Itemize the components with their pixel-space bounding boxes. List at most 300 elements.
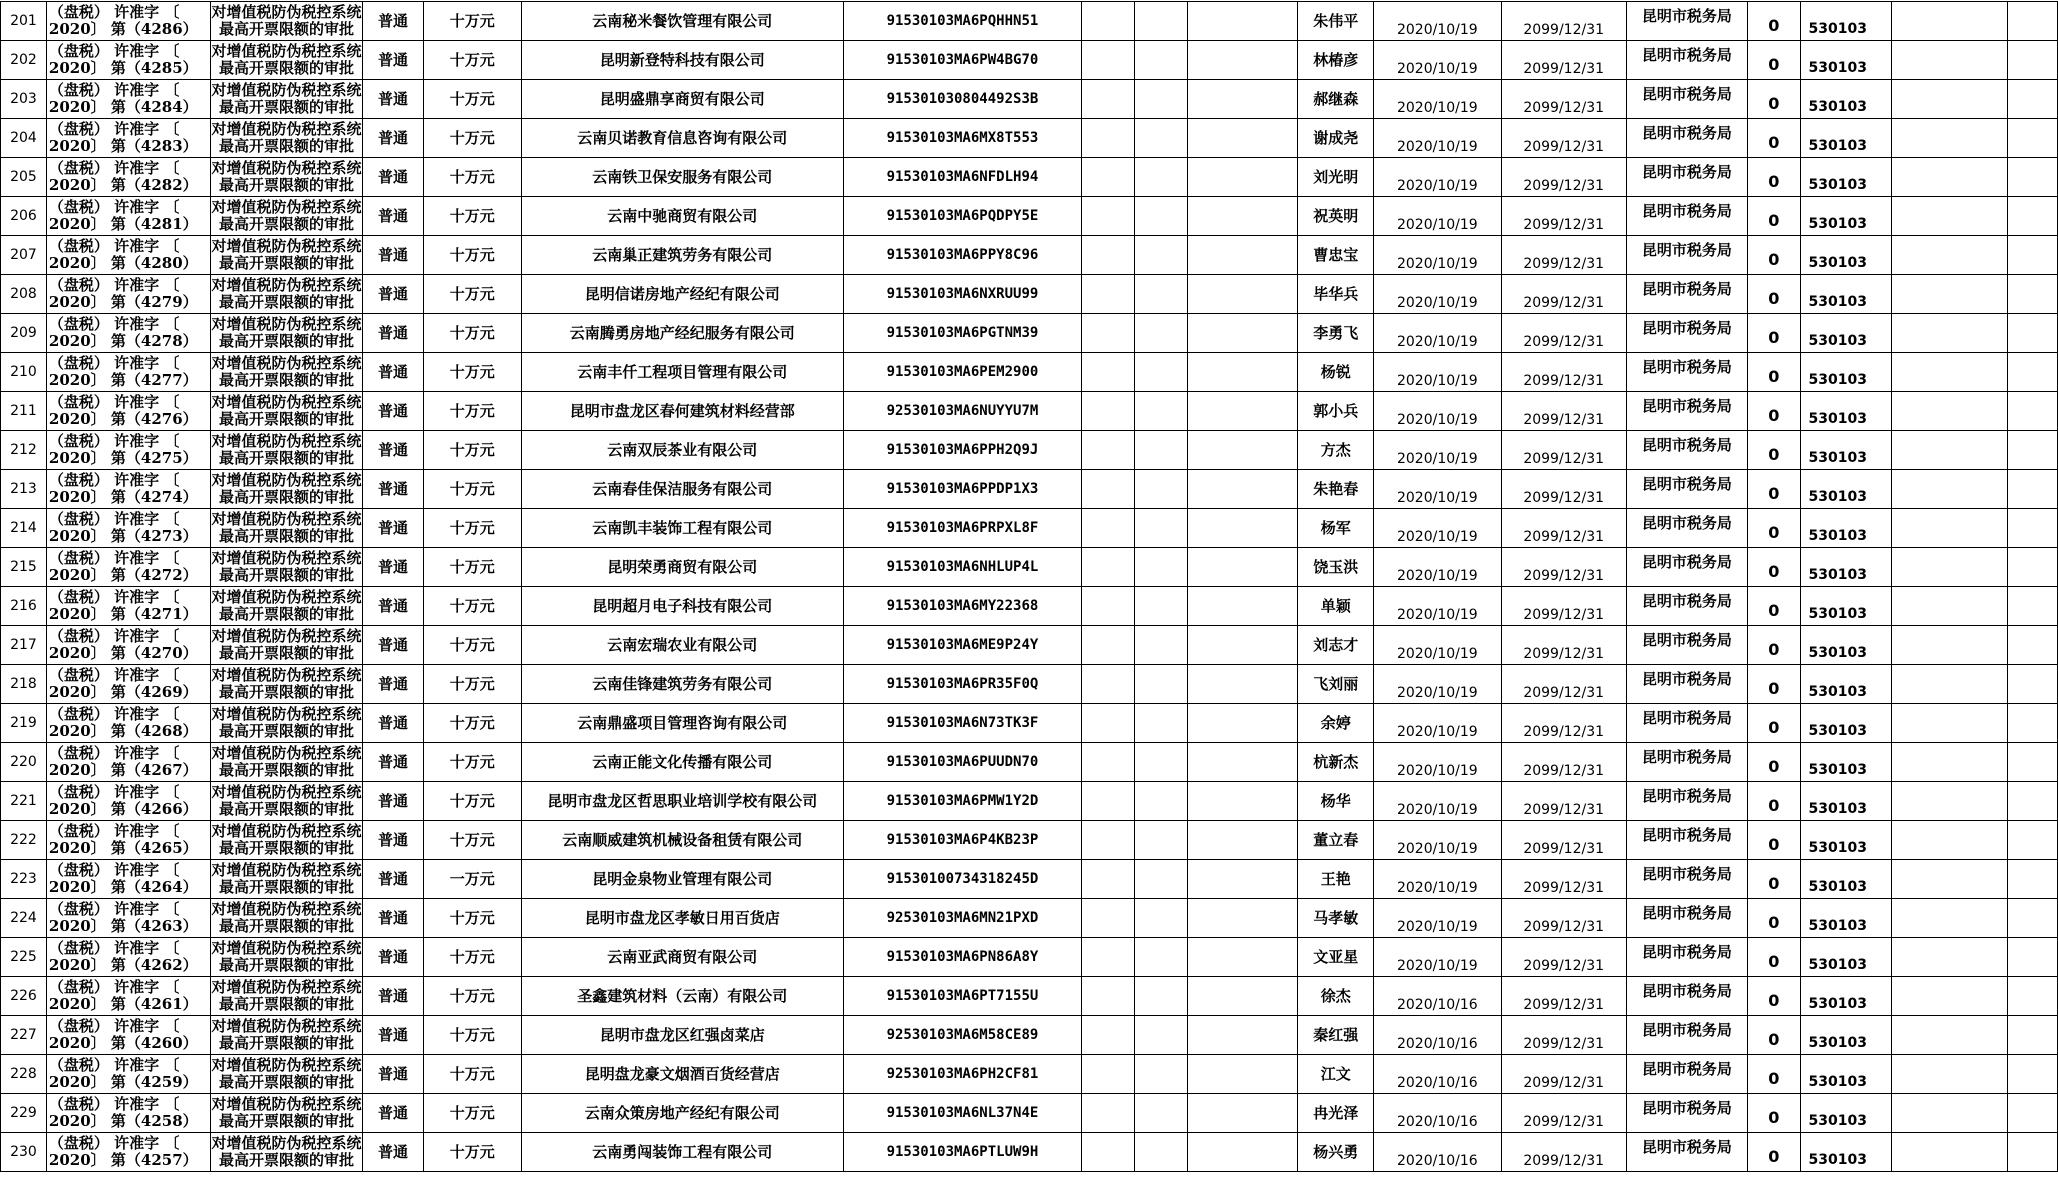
row-area-code: 530103 bbox=[1800, 665, 1891, 704]
row-invoice-limit: 十万元 bbox=[423, 587, 521, 626]
table-row bbox=[1, 1094, 2058, 1133]
row-company-name: 云南勇闯装饰工程有限公司 bbox=[521, 1133, 843, 1172]
row-empty-cell bbox=[1891, 665, 2008, 704]
row-empty-cell bbox=[2008, 509, 2058, 548]
row-invoice-limit: 十万元 bbox=[423, 314, 521, 353]
row-seq: 227 bbox=[1, 1016, 47, 1055]
row-empty-cell bbox=[1891, 119, 2008, 158]
row-end-date: 2099/12/31 bbox=[1501, 1094, 1626, 1133]
row-company-name: 云南巢正建筑劳务有限公司 bbox=[521, 236, 843, 275]
row-doc-number: （盘税） 许准字 〔 2020〕 第（4265） bbox=[46, 821, 210, 860]
row-empty-cell bbox=[1082, 353, 1135, 392]
row-status-flag: 0 bbox=[1748, 704, 1800, 743]
row-empty-cell bbox=[1891, 197, 2008, 236]
permit-table bbox=[0, 1, 2058, 1172]
row-approval-type: 普通 bbox=[363, 392, 424, 431]
row-doc-number: （盘税） 许准字 〔 2020〕 第（4286） bbox=[46, 2, 210, 41]
row-invoice-limit: 十万元 bbox=[423, 236, 521, 275]
row-empty-cell bbox=[1188, 1094, 1298, 1133]
row-empty-cell bbox=[1082, 314, 1135, 353]
row-authority: 昆明市税务局 bbox=[1626, 2, 1747, 41]
row-seq: 206 bbox=[1, 197, 47, 236]
row-empty-cell bbox=[1891, 977, 2008, 1016]
row-invoice-limit: 十万元 bbox=[423, 197, 521, 236]
row-approval-type: 普通 bbox=[363, 41, 424, 80]
row-approval-item: 对增值税防伪税控系统 最高开票限额的审批 bbox=[210, 587, 362, 626]
permit-table-body bbox=[1, 2, 2058, 1172]
row-empty-cell bbox=[1188, 977, 1298, 1016]
row-seq: 211 bbox=[1, 392, 47, 431]
row-status-flag: 0 bbox=[1748, 392, 1800, 431]
row-start-date: 2020/10/19 bbox=[1374, 548, 1502, 587]
row-invoice-limit: 十万元 bbox=[423, 1094, 521, 1133]
row-area-code: 530103 bbox=[1800, 977, 1891, 1016]
row-authority: 昆明市税务局 bbox=[1626, 431, 1747, 470]
row-empty-cell bbox=[1188, 899, 1298, 938]
row-company-name: 云南腾勇房地产经纪服务有限公司 bbox=[521, 314, 843, 353]
row-authority: 昆明市税务局 bbox=[1626, 236, 1747, 275]
row-empty-cell bbox=[1082, 821, 1135, 860]
row-authority: 昆明市税务局 bbox=[1626, 80, 1747, 119]
row-seq: 218 bbox=[1, 665, 47, 704]
row-empty-cell bbox=[1135, 626, 1188, 665]
row-empty-cell bbox=[2008, 275, 2058, 314]
row-status-flag: 0 bbox=[1748, 470, 1800, 509]
row-seq: 221 bbox=[1, 782, 47, 821]
row-status-flag: 0 bbox=[1748, 665, 1800, 704]
row-empty-cell bbox=[1188, 392, 1298, 431]
table-row bbox=[1, 704, 2058, 743]
row-empty-cell bbox=[1082, 977, 1135, 1016]
row-approval-type: 普通 bbox=[363, 80, 424, 119]
row-empty-cell bbox=[1135, 470, 1188, 509]
row-start-date: 2020/10/19 bbox=[1374, 41, 1502, 80]
row-authority: 昆明市税务局 bbox=[1626, 314, 1747, 353]
row-start-date: 2020/10/16 bbox=[1374, 977, 1502, 1016]
row-empty-cell bbox=[1891, 782, 2008, 821]
row-area-code: 530103 bbox=[1800, 1016, 1891, 1055]
row-empty-cell bbox=[2008, 665, 2058, 704]
row-approval-item: 对增值税防伪税控系统 最高开票限额的审批 bbox=[210, 1055, 362, 1094]
table-row bbox=[1, 353, 2058, 392]
row-empty-cell bbox=[1135, 158, 1188, 197]
row-credit-code: 91530103MA6PW4BG70 bbox=[843, 41, 1081, 80]
row-approval-type: 普通 bbox=[363, 1133, 424, 1172]
row-invoice-limit: 十万元 bbox=[423, 1016, 521, 1055]
row-start-date: 2020/10/19 bbox=[1374, 119, 1502, 158]
row-empty-cell bbox=[1082, 1055, 1135, 1094]
row-authority: 昆明市税务局 bbox=[1626, 821, 1747, 860]
row-credit-code: 91530103MA6PTLUW9H bbox=[843, 1133, 1081, 1172]
row-empty-cell bbox=[2008, 977, 2058, 1016]
row-invoice-limit: 十万元 bbox=[423, 938, 521, 977]
row-end-date: 2099/12/31 bbox=[1501, 587, 1626, 626]
row-empty-cell bbox=[1135, 392, 1188, 431]
row-empty-cell bbox=[1188, 743, 1298, 782]
row-credit-code: 92530103MA6PH2CF81 bbox=[843, 1055, 1081, 1094]
row-empty-cell bbox=[1135, 548, 1188, 587]
row-seq: 217 bbox=[1, 626, 47, 665]
row-company-name: 云南凯丰装饰工程有限公司 bbox=[521, 509, 843, 548]
row-area-code: 530103 bbox=[1800, 1094, 1891, 1133]
row-seq: 215 bbox=[1, 548, 47, 587]
row-doc-number: （盘税） 许准字 〔 2020〕 第（4264） bbox=[46, 860, 210, 899]
row-approval-type: 普通 bbox=[363, 782, 424, 821]
row-doc-number: （盘税） 许准字 〔 2020〕 第（4272） bbox=[46, 548, 210, 587]
row-authority: 昆明市税务局 bbox=[1626, 197, 1747, 236]
row-area-code: 530103 bbox=[1800, 431, 1891, 470]
row-approval-type: 普通 bbox=[363, 977, 424, 1016]
row-invoice-limit: 十万元 bbox=[423, 41, 521, 80]
row-empty-cell bbox=[1082, 236, 1135, 275]
row-area-code: 530103 bbox=[1800, 509, 1891, 548]
row-invoice-limit: 十万元 bbox=[423, 353, 521, 392]
row-end-date: 2099/12/31 bbox=[1501, 41, 1626, 80]
row-empty-cell bbox=[1082, 470, 1135, 509]
row-empty-cell bbox=[1891, 704, 2008, 743]
row-empty-cell bbox=[2008, 626, 2058, 665]
table-row bbox=[1, 509, 2058, 548]
row-approval-item: 对增值税防伪税控系统 最高开票限额的审批 bbox=[210, 509, 362, 548]
table-row bbox=[1, 899, 2058, 938]
row-empty-cell bbox=[1135, 665, 1188, 704]
row-invoice-limit: 十万元 bbox=[423, 977, 521, 1016]
row-empty-cell bbox=[2008, 899, 2058, 938]
row-empty-cell bbox=[1188, 197, 1298, 236]
row-status-flag: 0 bbox=[1748, 2, 1800, 41]
row-start-date: 2020/10/19 bbox=[1374, 236, 1502, 275]
row-end-date: 2099/12/31 bbox=[1501, 665, 1626, 704]
row-authority: 昆明市税务局 bbox=[1626, 704, 1747, 743]
row-approval-type: 普通 bbox=[363, 626, 424, 665]
row-company-name: 昆明超月电子科技有限公司 bbox=[521, 587, 843, 626]
row-legal-person: 董立春 bbox=[1298, 821, 1374, 860]
row-area-code: 530103 bbox=[1800, 80, 1891, 119]
row-company-name: 昆明金泉物业管理有限公司 bbox=[521, 860, 843, 899]
row-empty-cell bbox=[1082, 1094, 1135, 1133]
row-approval-type: 普通 bbox=[363, 743, 424, 782]
row-empty-cell bbox=[1135, 743, 1188, 782]
row-start-date: 2020/10/19 bbox=[1374, 626, 1502, 665]
table-row bbox=[1, 2, 2058, 41]
row-legal-person: 郭小兵 bbox=[1298, 392, 1374, 431]
row-empty-cell bbox=[1188, 158, 1298, 197]
row-empty-cell bbox=[1082, 548, 1135, 587]
row-doc-number: （盘税） 许准字 〔 2020〕 第（4280） bbox=[46, 236, 210, 275]
row-empty-cell bbox=[2008, 821, 2058, 860]
row-legal-person: 江文 bbox=[1298, 1055, 1374, 1094]
row-empty-cell bbox=[1135, 821, 1188, 860]
row-empty-cell bbox=[1188, 470, 1298, 509]
table-row bbox=[1, 158, 2058, 197]
row-invoice-limit: 十万元 bbox=[423, 470, 521, 509]
row-empty-cell bbox=[2008, 392, 2058, 431]
row-empty-cell bbox=[1891, 509, 2008, 548]
row-empty-cell bbox=[1135, 1016, 1188, 1055]
row-area-code: 530103 bbox=[1800, 782, 1891, 821]
row-approval-item: 对增值税防伪税控系统 最高开票限额的审批 bbox=[210, 743, 362, 782]
row-legal-person: 毕华兵 bbox=[1298, 275, 1374, 314]
row-empty-cell bbox=[1082, 1133, 1135, 1172]
row-empty-cell bbox=[1891, 860, 2008, 899]
row-invoice-limit: 十万元 bbox=[423, 899, 521, 938]
table-row bbox=[1, 626, 2058, 665]
row-empty-cell bbox=[1891, 392, 2008, 431]
table-row bbox=[1, 938, 2058, 977]
row-empty-cell bbox=[1082, 392, 1135, 431]
row-empty-cell bbox=[1082, 899, 1135, 938]
row-seq: 208 bbox=[1, 275, 47, 314]
row-company-name: 云南宏瑞农业有限公司 bbox=[521, 626, 843, 665]
row-end-date: 2099/12/31 bbox=[1501, 821, 1626, 860]
row-legal-person: 曹忠宝 bbox=[1298, 236, 1374, 275]
row-empty-cell bbox=[1188, 314, 1298, 353]
row-status-flag: 0 bbox=[1748, 626, 1800, 665]
row-doc-number: （盘税） 许准字 〔 2020〕 第（4271） bbox=[46, 587, 210, 626]
row-empty-cell bbox=[2008, 743, 2058, 782]
row-empty-cell bbox=[2008, 41, 2058, 80]
row-seq: 222 bbox=[1, 821, 47, 860]
row-status-flag: 0 bbox=[1748, 353, 1800, 392]
row-company-name: 昆明荣勇商贸有限公司 bbox=[521, 548, 843, 587]
row-empty-cell bbox=[1082, 704, 1135, 743]
row-empty-cell bbox=[1082, 2, 1135, 41]
row-empty-cell bbox=[1135, 782, 1188, 821]
row-area-code: 530103 bbox=[1800, 743, 1891, 782]
row-authority: 昆明市税务局 bbox=[1626, 1133, 1747, 1172]
row-company-name: 云南佳锋建筑劳务有限公司 bbox=[521, 665, 843, 704]
row-credit-code: 91530103MA6PQDPY5E bbox=[843, 197, 1081, 236]
row-empty-cell bbox=[1135, 1133, 1188, 1172]
row-approval-item: 对增值税防伪税控系统 最高开票限额的审批 bbox=[210, 938, 362, 977]
row-invoice-limit: 十万元 bbox=[423, 158, 521, 197]
row-empty-cell bbox=[1188, 431, 1298, 470]
row-empty-cell bbox=[1135, 938, 1188, 977]
row-invoice-limit: 十万元 bbox=[423, 1055, 521, 1094]
row-seq: 225 bbox=[1, 938, 47, 977]
row-approval-item: 对增值税防伪税控系统 最高开票限额的审批 bbox=[210, 158, 362, 197]
row-area-code: 530103 bbox=[1800, 587, 1891, 626]
row-legal-person: 杨军 bbox=[1298, 509, 1374, 548]
row-seq: 209 bbox=[1, 314, 47, 353]
row-seq: 204 bbox=[1, 119, 47, 158]
row-start-date: 2020/10/19 bbox=[1374, 197, 1502, 236]
row-invoice-limit: 十万元 bbox=[423, 1133, 521, 1172]
row-start-date: 2020/10/19 bbox=[1374, 275, 1502, 314]
row-legal-person: 杨锐 bbox=[1298, 353, 1374, 392]
row-seq: 202 bbox=[1, 41, 47, 80]
row-approval-type: 普通 bbox=[363, 236, 424, 275]
row-approval-type: 普通 bbox=[363, 509, 424, 548]
row-empty-cell bbox=[2008, 158, 2058, 197]
row-empty-cell bbox=[1891, 1055, 2008, 1094]
row-invoice-limit: 十万元 bbox=[423, 431, 521, 470]
row-empty-cell bbox=[1188, 665, 1298, 704]
row-approval-type: 普通 bbox=[363, 197, 424, 236]
row-company-name: 云南贝诺教育信息咨询有限公司 bbox=[521, 119, 843, 158]
table-row bbox=[1, 197, 2058, 236]
row-empty-cell bbox=[1891, 1094, 2008, 1133]
row-end-date: 2099/12/31 bbox=[1501, 977, 1626, 1016]
row-authority: 昆明市税务局 bbox=[1626, 548, 1747, 587]
row-status-flag: 0 bbox=[1748, 509, 1800, 548]
row-approval-type: 普通 bbox=[363, 119, 424, 158]
row-empty-cell bbox=[1188, 938, 1298, 977]
row-empty-cell bbox=[1082, 860, 1135, 899]
row-doc-number: （盘税） 许准字 〔 2020〕 第（4257） bbox=[46, 1133, 210, 1172]
row-authority: 昆明市税务局 bbox=[1626, 470, 1747, 509]
row-start-date: 2020/10/19 bbox=[1374, 314, 1502, 353]
row-approval-type: 普通 bbox=[363, 2, 424, 41]
row-authority: 昆明市税务局 bbox=[1626, 509, 1747, 548]
row-status-flag: 0 bbox=[1748, 119, 1800, 158]
row-start-date: 2020/10/19 bbox=[1374, 704, 1502, 743]
row-empty-cell bbox=[2008, 1133, 2058, 1172]
row-empty-cell bbox=[1891, 158, 2008, 197]
row-authority: 昆明市税务局 bbox=[1626, 1055, 1747, 1094]
row-empty-cell bbox=[1891, 626, 2008, 665]
row-approval-item: 对增值税防伪税控系统 最高开票限额的审批 bbox=[210, 41, 362, 80]
row-approval-item: 对增值税防伪税控系统 最高开票限额的审批 bbox=[210, 470, 362, 509]
row-area-code: 530103 bbox=[1800, 860, 1891, 899]
row-doc-number: （盘税） 许准字 〔 2020〕 第（4258） bbox=[46, 1094, 210, 1133]
row-start-date: 2020/10/19 bbox=[1374, 860, 1502, 899]
row-company-name: 云南中驰商贸有限公司 bbox=[521, 197, 843, 236]
row-approval-type: 普通 bbox=[363, 314, 424, 353]
row-approval-type: 普通 bbox=[363, 665, 424, 704]
row-approval-item: 对增值税防伪税控系统 最高开票限额的审批 bbox=[210, 548, 362, 587]
row-status-flag: 0 bbox=[1748, 548, 1800, 587]
row-end-date: 2099/12/31 bbox=[1501, 119, 1626, 158]
row-legal-person: 郝继森 bbox=[1298, 80, 1374, 119]
row-company-name: 昆明信诺房地产经纪有限公司 bbox=[521, 275, 843, 314]
row-doc-number: （盘税） 许准字 〔 2020〕 第（4266） bbox=[46, 782, 210, 821]
row-approval-type: 普通 bbox=[363, 470, 424, 509]
row-empty-cell bbox=[1188, 1055, 1298, 1094]
row-empty-cell bbox=[1135, 80, 1188, 119]
row-empty-cell bbox=[1082, 80, 1135, 119]
row-credit-code: 91530103MA6PT7155U bbox=[843, 977, 1081, 1016]
row-credit-code: 91530103MA6PN86A8Y bbox=[843, 938, 1081, 977]
row-empty-cell bbox=[1891, 353, 2008, 392]
row-company-name: 云南双辰茶业有限公司 bbox=[521, 431, 843, 470]
row-credit-code: 91530103MA6MX8T553 bbox=[843, 119, 1081, 158]
row-start-date: 2020/10/19 bbox=[1374, 743, 1502, 782]
row-status-flag: 0 bbox=[1748, 938, 1800, 977]
row-start-date: 2020/10/19 bbox=[1374, 665, 1502, 704]
row-company-name: 云南亚武商贸有限公司 bbox=[521, 938, 843, 977]
row-credit-code: 91530103MA6NHLUP4L bbox=[843, 548, 1081, 587]
table-row bbox=[1, 275, 2058, 314]
row-approval-item: 对增值税防伪税控系统 最高开票限额的审批 bbox=[210, 899, 362, 938]
row-status-flag: 0 bbox=[1748, 275, 1800, 314]
row-authority: 昆明市税务局 bbox=[1626, 1094, 1747, 1133]
row-end-date: 2099/12/31 bbox=[1501, 431, 1626, 470]
row-end-date: 2099/12/31 bbox=[1501, 860, 1626, 899]
row-approval-type: 普通 bbox=[363, 158, 424, 197]
row-status-flag: 0 bbox=[1748, 314, 1800, 353]
row-approval-item: 对增值税防伪税控系统 最高开票限额的审批 bbox=[210, 197, 362, 236]
row-status-flag: 0 bbox=[1748, 1055, 1800, 1094]
row-credit-code: 915301030804492S3B bbox=[843, 80, 1081, 119]
row-doc-number: （盘税） 许准字 〔 2020〕 第（4270） bbox=[46, 626, 210, 665]
row-area-code: 530103 bbox=[1800, 41, 1891, 80]
row-end-date: 2099/12/31 bbox=[1501, 1016, 1626, 1055]
row-end-date: 2099/12/31 bbox=[1501, 197, 1626, 236]
row-invoice-limit: 十万元 bbox=[423, 743, 521, 782]
table-row bbox=[1, 977, 2058, 1016]
row-empty-cell bbox=[2008, 470, 2058, 509]
row-empty-cell bbox=[2008, 314, 2058, 353]
table-row bbox=[1, 1055, 2058, 1094]
row-empty-cell bbox=[2008, 587, 2058, 626]
row-credit-code: 91530103MA6PEM2900 bbox=[843, 353, 1081, 392]
row-authority: 昆明市税务局 bbox=[1626, 392, 1747, 431]
row-empty-cell bbox=[1891, 314, 2008, 353]
row-empty-cell bbox=[1188, 626, 1298, 665]
row-credit-code: 91530103MA6P4KB23P bbox=[843, 821, 1081, 860]
row-authority: 昆明市税务局 bbox=[1626, 1016, 1747, 1055]
row-start-date: 2020/10/19 bbox=[1374, 470, 1502, 509]
row-end-date: 2099/12/31 bbox=[1501, 314, 1626, 353]
row-legal-person: 文亚星 bbox=[1298, 938, 1374, 977]
row-empty-cell bbox=[1135, 41, 1188, 80]
row-empty-cell bbox=[1188, 2, 1298, 41]
row-authority: 昆明市税务局 bbox=[1626, 899, 1747, 938]
row-end-date: 2099/12/31 bbox=[1501, 158, 1626, 197]
row-doc-number: （盘税） 许准字 〔 2020〕 第（4261） bbox=[46, 977, 210, 1016]
row-empty-cell bbox=[1891, 275, 2008, 314]
row-legal-person: 徐杰 bbox=[1298, 977, 1374, 1016]
row-approval-type: 普通 bbox=[363, 431, 424, 470]
row-credit-code: 91530103MA6MY22368 bbox=[843, 587, 1081, 626]
row-company-name: 昆明盘龙豪文烟酒百货经营店 bbox=[521, 1055, 843, 1094]
row-approval-item: 对增值税防伪税控系统 最高开票限额的审批 bbox=[210, 977, 362, 1016]
row-seq: 216 bbox=[1, 587, 47, 626]
row-doc-number: （盘税） 许准字 〔 2020〕 第（4275） bbox=[46, 431, 210, 470]
row-credit-code: 91530103MA6PRPXL8F bbox=[843, 509, 1081, 548]
row-invoice-limit: 十万元 bbox=[423, 665, 521, 704]
row-empty-cell bbox=[1891, 80, 2008, 119]
row-start-date: 2020/10/16 bbox=[1374, 1055, 1502, 1094]
row-legal-person: 杨华 bbox=[1298, 782, 1374, 821]
row-empty-cell bbox=[1135, 899, 1188, 938]
row-doc-number: （盘税） 许准字 〔 2020〕 第（4259） bbox=[46, 1055, 210, 1094]
row-start-date: 2020/10/19 bbox=[1374, 587, 1502, 626]
table-row bbox=[1, 1133, 2058, 1172]
row-area-code: 530103 bbox=[1800, 275, 1891, 314]
row-empty-cell bbox=[2008, 80, 2058, 119]
row-doc-number: （盘税） 许准字 〔 2020〕 第（4267） bbox=[46, 743, 210, 782]
row-doc-number: （盘税） 许准字 〔 2020〕 第（4273） bbox=[46, 509, 210, 548]
row-approval-type: 普通 bbox=[363, 1016, 424, 1055]
row-empty-cell bbox=[2008, 2, 2058, 41]
row-empty-cell bbox=[1188, 119, 1298, 158]
row-start-date: 2020/10/16 bbox=[1374, 1016, 1502, 1055]
row-seq: 223 bbox=[1, 860, 47, 899]
row-legal-person: 刘志才 bbox=[1298, 626, 1374, 665]
row-empty-cell bbox=[1188, 1133, 1298, 1172]
row-doc-number: （盘税） 许准字 〔 2020〕 第（4281） bbox=[46, 197, 210, 236]
row-empty-cell bbox=[1135, 587, 1188, 626]
row-company-name: 云南铁卫保安服务有限公司 bbox=[521, 158, 843, 197]
row-empty-cell bbox=[1891, 821, 2008, 860]
row-status-flag: 0 bbox=[1748, 1094, 1800, 1133]
row-authority: 昆明市税务局 bbox=[1626, 938, 1747, 977]
row-empty-cell bbox=[1135, 1055, 1188, 1094]
row-empty-cell bbox=[1188, 41, 1298, 80]
row-legal-person: 谢成尧 bbox=[1298, 119, 1374, 158]
